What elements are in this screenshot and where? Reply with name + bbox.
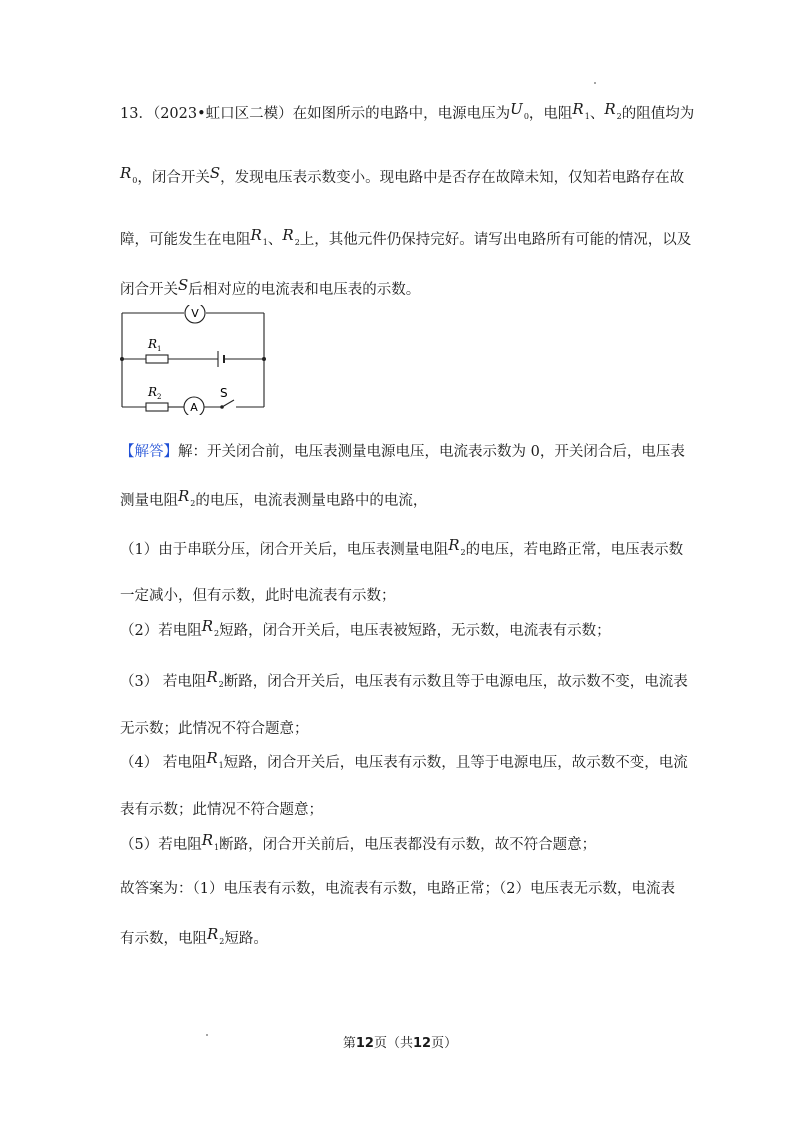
page-footer: 第12页（共12页） [342,1036,458,1051]
junction-dot-right [262,357,266,361]
junction-dot-left [120,357,124,361]
r1-label: $R_1$ [148,337,162,353]
r2-label: $R_2$ [148,385,162,401]
answer-line-8: （4） 若电阻$R_1$短路，闭合开关后，电压表有示数，且等于电源电压，故示数不变，电流 [120,749,688,771]
answer-line-3: （1）由于串联分压，闭合开关后，电压表测量电阻$R_2$的电压，若电路正常，电压表示数 [120,536,684,558]
resistor-r1-icon [146,355,168,363]
symbol-r2: $R_2$ [178,487,196,508]
circuit-diagram [118,305,278,415]
symbol-r0: $R_0$ [120,164,138,185]
answer-line-11: 故答案为：（1）电压表有示数，电流表有示数，电路正常；（2）电压表无示数，电流表 [120,881,675,897]
answer-line-1: 【解答】解：开关闭合前，电压表测量电源电压，电流表示数为 0，开关闭合后，电压表 [120,444,685,460]
ammeter-label: A [190,401,198,414]
question-line-4: 闭合开关S后相对应的电流表和电压表的示数。 [120,276,421,298]
answer-line-5: （2）若电阻$R_2$短路，闭合开关后，电压表被短路，无示数，电流表有示数； [120,617,611,639]
answer-line-6: （3） 若电阻$R_2$断路，闭合开关后，电压表有示数且等于电源电压，故示数不变，电流表 [120,668,688,690]
symbol-r2: $R_2$ [206,668,224,689]
symbol-u0: $U_0$ [510,100,529,121]
question-line-1: 13．（2023•虹口区二模）在如图所示的电路中，电源电压为$U_0$，电阻$R_1$、$R_2$的阻值均为 [120,100,695,122]
answer-line-12: 有示数，电阻$R_2$短路。 [120,925,268,947]
page-total: 12 [413,1036,432,1051]
symbol-s: S [178,276,189,294]
answer-line-10: （5）若电阻$R_1$断路，闭合开关前后，电压表都没有示数，故不符合题意； [120,831,597,853]
question-line-2: $R_0$，闭合开关S，发现电压表示数变小。现电路中是否存在故障未知，仅知若电路存在故 [120,164,685,186]
answer-line-9: 表有示数；此情况不符合题意； [120,802,323,818]
answer-tag: 【解答】 [120,444,178,460]
switch-pivot-icon [220,405,224,409]
question-line-3: 障，可能发生在电阻$R_1$、$R_2$上，其他元件仍保持完好。请写出电路所有可能的情况，以及 [120,226,692,248]
symbol-r1: $R_1$ [572,100,590,121]
symbol-r2: $R_2$ [604,100,622,121]
answer-line-7: 无示数；此情况不符合题意； [120,721,309,737]
page-speck [594,82,596,84]
symbol-r2: $R_2$ [448,536,466,557]
answer-line-2: 测量电阻$R_2$的电压，电流表测量电路中的电流， [120,487,428,509]
symbol-s: S [209,164,221,182]
symbol-r2: $R_2$ [282,226,300,247]
symbol-r2: $R_2$ [201,617,220,638]
switch-label: S [220,386,228,400]
symbol-r1: $R_1$ [201,831,220,852]
symbol-r2: $R_2$ [207,925,225,946]
resistor-r2-icon [146,403,168,411]
answer-line-4: 一定减小，但有示数，此时电流表有示数； [120,588,396,604]
symbol-r1: $R_1$ [250,226,268,247]
page-number: 12 [355,1036,374,1051]
symbol-r1: $R_1$ [206,749,224,770]
voltmeter-label: V [191,307,199,320]
